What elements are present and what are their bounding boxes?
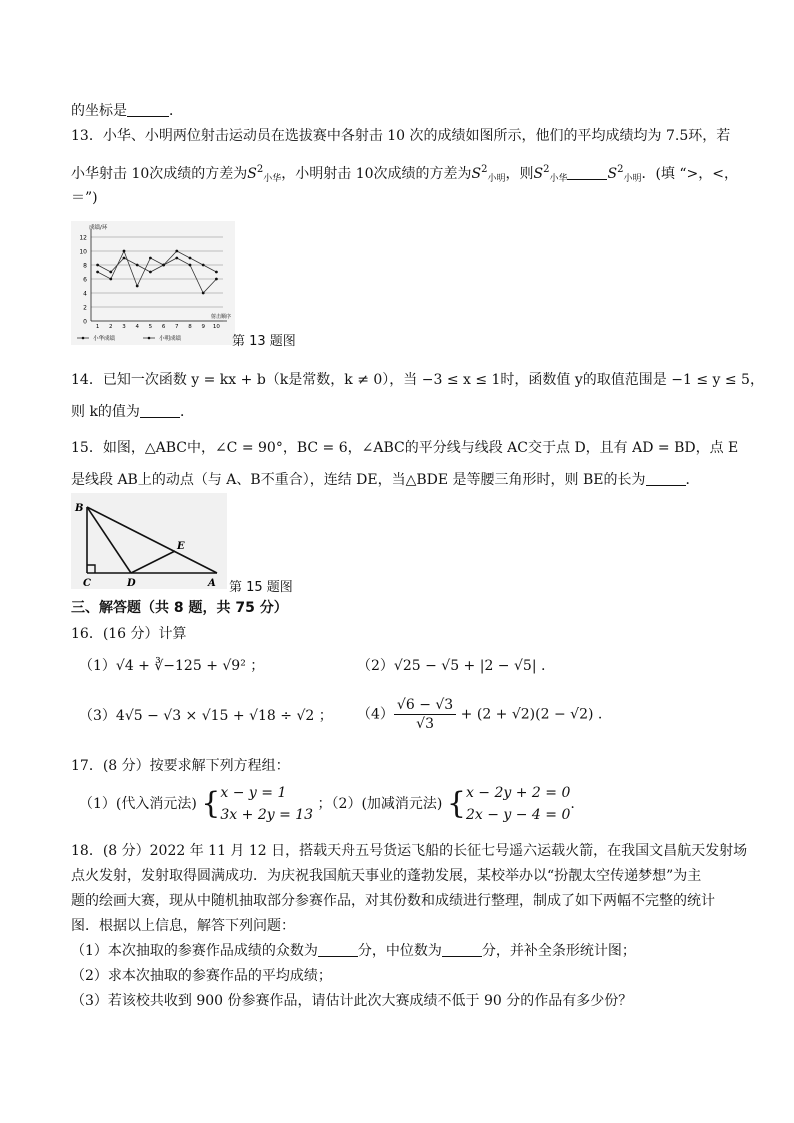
- data-point: [202, 292, 205, 295]
- legend-marker: [148, 337, 151, 340]
- data-point: [189, 257, 192, 260]
- q16-part1: （1）√4 + ∛−125 + √9² ；: [79, 658, 265, 674]
- label-c: C: [83, 578, 91, 589]
- series-line-0: [98, 251, 217, 293]
- q15-line2: 是线段 AB上的动点（与 A、B不重合），连结 DE，当△BDE 是等腰三角形时，则 BE的长为 ．: [71, 472, 700, 488]
- q18-sub2: （2）求本次抽取的参赛作品的平均成绩；: [71, 968, 332, 984]
- x-tick-label: 10: [212, 324, 220, 330]
- q16-title: 16．(16 分）计算: [71, 626, 187, 642]
- answer-blank[interactable]: [140, 403, 180, 418]
- data-point: [109, 278, 112, 281]
- y-tick-label: 12: [79, 234, 87, 242]
- q14-line2: 则 k的值为 ．: [71, 404, 194, 420]
- answer-blank[interactable]: [442, 942, 482, 957]
- legend-marker: [82, 337, 85, 340]
- data-point: [136, 264, 139, 267]
- q18-sub1: （1）本次抽取的参赛作品成绩的众数为 分，中位数为 分，并补全条形统计图；: [71, 943, 636, 959]
- y-tick-label: 6: [83, 276, 87, 284]
- data-point: [215, 278, 218, 281]
- q17-title: 17．(8 分）按要求解下列方程组：: [71, 758, 290, 774]
- q14-line1: 14．已知一次函数 y = kx + b（k是常数，k ≠ 0），当 −3 ≤ x ≤ 1时，函数值 y的取值范围是 −1 ≤ y ≤ 5，: [71, 372, 764, 388]
- y-tick-label: 2: [83, 304, 87, 312]
- q12-tail: 的坐标是 ．: [71, 103, 183, 119]
- data-point: [162, 264, 165, 267]
- data-point: [215, 271, 218, 274]
- data-point: [175, 257, 178, 260]
- q16-part2: （2）√25 − √5 + |2 − √5| .: [357, 658, 546, 674]
- q18-line2: 点火发射，发射取得圆满成功．为庆祝我国航天事业的蓬勃发展，某校举办以“扮靓太空传递梦想”为主: [71, 868, 702, 884]
- data-point: [136, 285, 139, 288]
- q16-part4: （4） $\frac{√6 - √3}{√3}$ + (2 + √2)(2 − √2) .: [357, 697, 603, 732]
- x-tick-label: 7: [175, 324, 179, 330]
- q17-systems: （1）(代入消元法) { x − y = 1 3x + 2y = 13 ；（2）(加减消元法) { x − 2y + 2 = 0 2x − y − 4 = 0 .: [79, 785, 575, 823]
- q18-line4: 图．根据以上信息，解答下列问题：: [71, 918, 295, 934]
- label-b: B: [75, 503, 84, 514]
- x-tick-label: 1: [95, 324, 100, 330]
- y-tick-label: 0: [83, 318, 87, 326]
- q18-sub3: （3）若该校共收到 900 份参赛作品，请估计此次大赛成绩不低于 90 分的作品有多少份？: [71, 993, 633, 1009]
- data-point: [109, 271, 112, 274]
- legend-label: 小明成绩: [159, 336, 182, 342]
- answer-blank[interactable]: [127, 102, 169, 117]
- section-title: 三、解答题（共 8 题，共 75 分）: [71, 600, 288, 616]
- y-axis-label: 成绩/环: [89, 225, 108, 231]
- data-point: [96, 264, 99, 267]
- label-d: D: [127, 578, 136, 589]
- q15-caption: 第 15 题图: [229, 580, 293, 595]
- data-point: [189, 264, 192, 267]
- q15-triangle-figure: [71, 493, 227, 589]
- data-point: [123, 257, 126, 260]
- y-tick-label: 10: [79, 248, 87, 256]
- x-tick-label: 2: [109, 324, 113, 330]
- label-e: E: [177, 541, 185, 552]
- data-point: [149, 271, 152, 274]
- answer-blank[interactable]: [318, 942, 358, 957]
- x-tick-label: 3: [122, 324, 126, 330]
- data-point: [202, 264, 205, 267]
- q13-line3: ＝”): [71, 190, 98, 206]
- data-point: [123, 250, 126, 253]
- data-point: [96, 271, 99, 274]
- x-tick-label: 6: [161, 324, 166, 330]
- answer-blank[interactable]: [567, 165, 607, 180]
- q18-line3: 题的绘画大赛，现从中随机抽取部分参赛作品，对其份数和成绩进行整理，制成了如下两幅不完整的统计: [71, 893, 715, 909]
- q15-line1: 15．如图，△ABC中，∠C = 90°，BC = 6，∠ABC的平分线与线段 AC交于点 D，且有 AD = BD，点 E: [71, 440, 739, 456]
- q16-part3: （3）4√5 − √3 × √15 + √18 ÷ √2 ；: [79, 708, 333, 724]
- answer-blank[interactable]: [646, 471, 686, 486]
- legend-label: 小华成绩: [93, 336, 116, 342]
- data-point: [149, 257, 152, 260]
- q13-caption: 第 13 题图: [232, 334, 296, 349]
- x-tick-label: 8: [188, 324, 192, 330]
- x-axis-label: 射击顺序: [211, 314, 232, 320]
- q13-line2: 小华射击 10次成绩的方差为$S^2_{小华}$，小明射击 10次成绩的方差为$S^2_{小明}$，则$S^2_{小华}$ $S^2_{小明}$．(填 “>，<，: [71, 164, 738, 184]
- y-tick-label: 4: [83, 290, 87, 298]
- y-tick-label: 8: [83, 262, 87, 270]
- label-a: A: [208, 578, 216, 589]
- q13-line-chart: [71, 221, 235, 345]
- data-point: [175, 250, 178, 253]
- x-tick-label: 9: [201, 324, 205, 330]
- x-tick-label: 5: [148, 324, 153, 330]
- x-tick-label: 4: [135, 324, 139, 330]
- q13-line1: 13．小华、小明两位射击运动员在选拔赛中各射击 10 次的成绩如图所示，他们的平均成绩均为 7.5环，若: [71, 128, 731, 144]
- q18-line1: 18．(8 分）2022 年 11 月 12 日，搭载天舟五号货运飞船的长征七号遥六运载火箭，在我国文昌航天发射场: [71, 843, 748, 859]
